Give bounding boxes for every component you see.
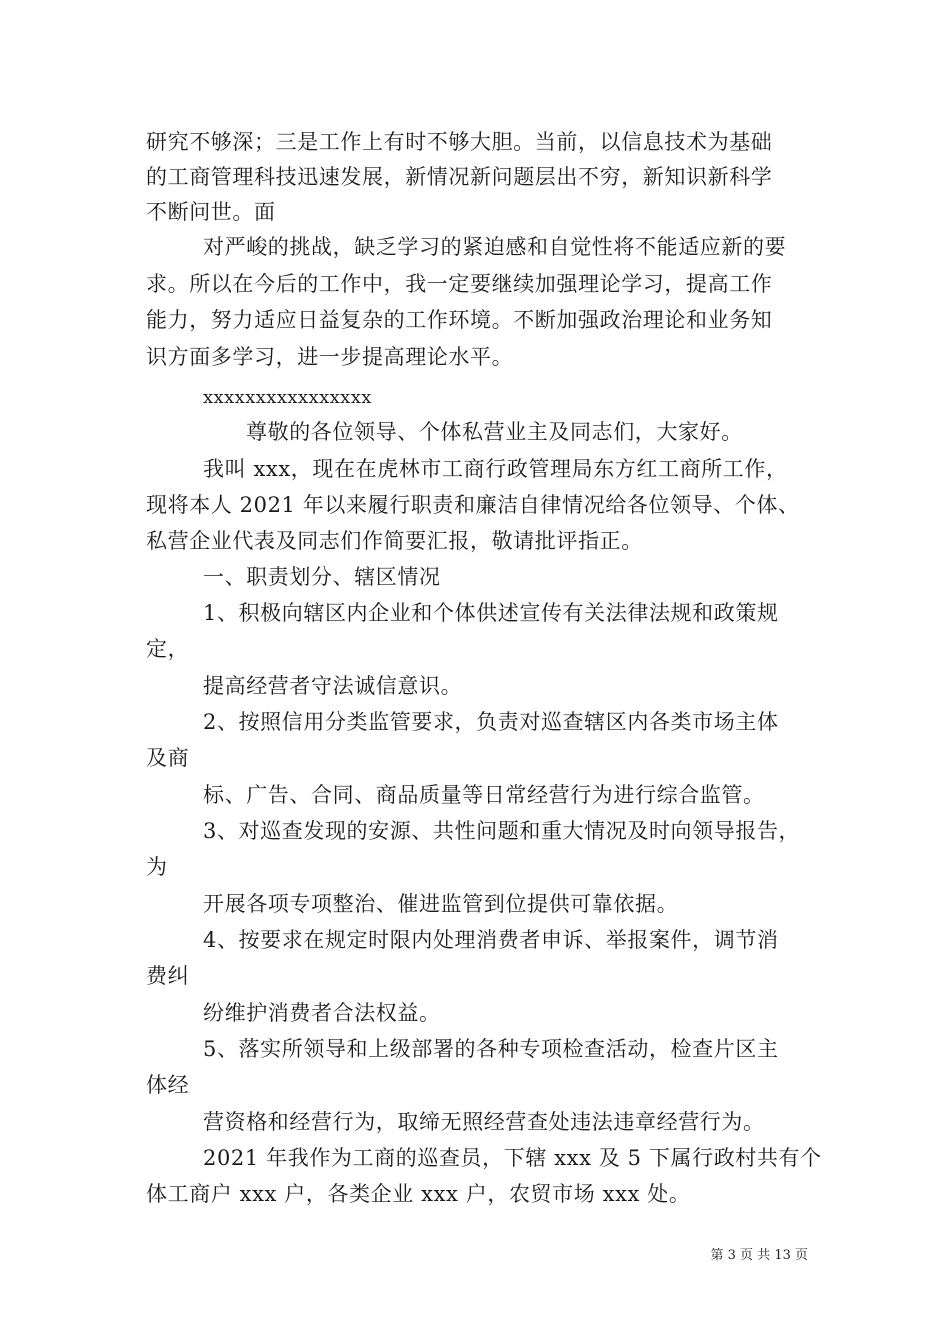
text-line-21: 为 <box>146 855 168 879</box>
text-line-14: 1、积极向辖区内企业和个体供述宣传有关法律法规和政策规 <box>203 601 779 625</box>
text-line-7: 识方面多学习，进一步提高理论水平。 <box>146 345 514 369</box>
text-line-18: 及商 <box>146 746 190 770</box>
text-line-10: 我叫 xxx，现在在虎林市工商行政管理局东方红工商所工作， <box>203 457 788 481</box>
text-line-12: 私营企业代表及同志们作简要汇报，敬请批评指正。 <box>146 529 643 553</box>
text-line-17: 2、按照信用分类监管要求，负责对巡查辖区内各类市场主体 <box>203 710 779 734</box>
text-line-20: 3、对巡查发现的安源、共性问题和重大情况及时向领导报告， <box>203 819 801 843</box>
text-line-23: 4、按要求在规定时限内处理消费者申诉、举报案件，调节消 <box>203 928 779 952</box>
text-line-15: 定， <box>146 637 190 661</box>
text-line-8: xxxxxxxxxxxxxxxx <box>203 387 372 408</box>
text-line-4: 对严峻的挑战，缺乏学习的紧迫感和自觉性将不能适应新的要 <box>203 235 787 259</box>
greeting-line: 尊敬的各位领导、个体私营业主及同志们，大家好。 <box>246 420 743 444</box>
text-line-28: 营资格和经营行为，取缔无照经营查处违法违章经营行为。 <box>203 1110 765 1134</box>
text-line-16: 提高经营者守法诚信意识。 <box>203 674 463 698</box>
text-line-11: 现将本人 2021 年以来履行职责和廉洁自律情况给各位领导、个体、 <box>146 493 800 517</box>
text-line-22: 开展各项专项整治、催进监管到位提供可靠依据。 <box>203 892 679 916</box>
text-line-29: 2021 年我作为工商的巡查员，下辖 xxx 及 5 下属行政村共有个 <box>203 1146 822 1170</box>
text-line-3: 不断问世。面 <box>146 200 276 224</box>
text-line-25: 纷维护消费者合法权益。 <box>203 1001 441 1025</box>
text-line-27: 体经 <box>146 1073 190 1097</box>
text-line-5: 求。所以在今后的工作中，我一定要继续加强理论学习，提高工作 <box>146 272 773 296</box>
text-line-26: 5、落实所领导和上级部署的各种专项检查活动，检查片区主 <box>203 1037 779 1061</box>
text-line-6: 能力，努力适应日益复杂的工作环境。不断加强政治理论和业务知 <box>146 308 773 332</box>
page-number-footer: 第 3 页 共 13 页 <box>710 1248 808 1263</box>
text-line-24: 费纠 <box>146 964 190 988</box>
text-line-30: 体工商户 xxx 户，各类企业 xxx 户，农贸市场 xxx 处。 <box>146 1182 691 1206</box>
text-line-2: 的工商管理科技迅速发展，新情况新问题层出不穷，新知识新科学 <box>146 165 773 189</box>
text-line-1: 研究不够深；三是工作上有时不够大胆。当前，以信息技术为基础 <box>146 130 773 154</box>
section-heading: 一、职责划分、辖区情况 <box>203 565 441 589</box>
text-line-19: 标、广告、合同、商品质量等日常经营行为进行综合监管。 <box>203 783 765 807</box>
